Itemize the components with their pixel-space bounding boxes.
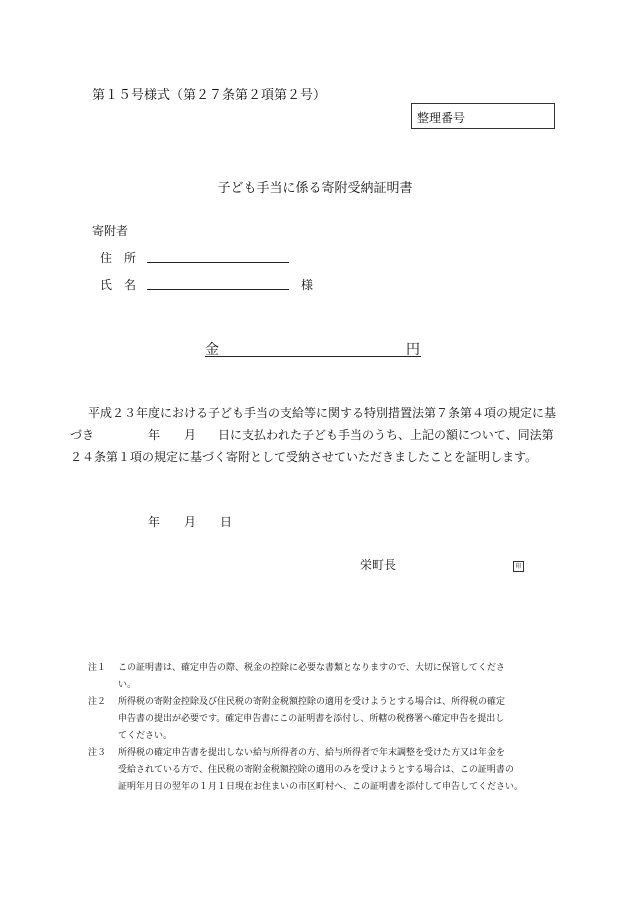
reference-number-label: 整理番号 xyxy=(417,111,466,125)
date-year: 年 xyxy=(148,515,161,529)
form-number: 第１５号様式（第２７条第２項第２号） xyxy=(92,88,327,103)
body-line-2-start: づき xyxy=(70,428,95,442)
note-3-line-2: 受給されている方で、住民税の寄附金税額控除の適用のみを受けようとする場合は、この証明書の xyxy=(118,765,514,775)
note-1-label: 注１ xyxy=(88,663,107,673)
note-3 xyxy=(88,745,568,796)
body-line-2-rest: 日に支払われた子ども手当のうち、上記の額について、同法第 xyxy=(218,428,554,442)
amount-suffix: 円 xyxy=(406,342,420,358)
body-line-3: ２４条第１項の規定に基づく寄附として受納させていただきましたことを証明します。 xyxy=(70,450,538,464)
note-2-line-2: 申告書の提出が必要です。確定申告書にこの証明書を添付し、所轄の税務署へ確定申告を提出し xyxy=(118,714,505,724)
body-line-1: 平成２３年度における子ども手当の支給等に関する特別措置法第７条第４項の規定に基 xyxy=(88,406,557,420)
note-3-line-1: 所得税の確定申告書を提出しない給与所得者の方、給与所得者で年末調整を受けた方又は年金を xyxy=(118,748,506,758)
notes-section xyxy=(88,660,568,796)
issuer-title: 栄町長 xyxy=(360,558,397,572)
address-label: 住 所 xyxy=(100,251,137,265)
address-line xyxy=(147,262,289,263)
note-1-line-1: この証明書は、確定申告の際、税金の控除に必要な書類となりますので、大切に保管してくださ xyxy=(118,663,505,673)
note-2-line-3: てください。 xyxy=(118,731,173,741)
certification-text xyxy=(70,402,560,468)
document-title: 子ども手当に係る寄附受納証明書 xyxy=(217,181,413,196)
note-2 xyxy=(88,694,568,745)
reference-number-box xyxy=(411,103,555,129)
body-line-2 xyxy=(70,424,560,446)
donor-heading: 寄附者 xyxy=(92,224,129,238)
honorific: 様 xyxy=(301,278,314,292)
body-line-2-year: 年 xyxy=(148,428,161,442)
name-label: 氏 名 xyxy=(100,278,137,292)
note-1-line-2: い。 xyxy=(118,680,137,690)
note-3-line-3: 証明年月日の翌年の１月１日現在お住まいの市区町村へ、この証明書を添付して申告してください。 xyxy=(118,782,524,792)
note-2-label: 注２ xyxy=(88,697,107,707)
note-3-label: 注３ xyxy=(88,748,107,758)
date-day: 日 xyxy=(220,515,233,529)
seal-glyph: 印 xyxy=(513,561,524,572)
body-line-2-month: 月 xyxy=(184,428,197,442)
name-line xyxy=(147,289,289,290)
seal-mark xyxy=(513,556,524,575)
note-2-line-1: 所得税の寄附金控除及び住民税の寄附金税額控除の適用を受けようとする場合は、所得税の確定 xyxy=(118,697,506,707)
amount-line xyxy=(205,356,421,357)
date-month: 月 xyxy=(184,515,197,529)
note-1 xyxy=(88,660,568,694)
amount-prefix: 金 xyxy=(205,342,219,358)
